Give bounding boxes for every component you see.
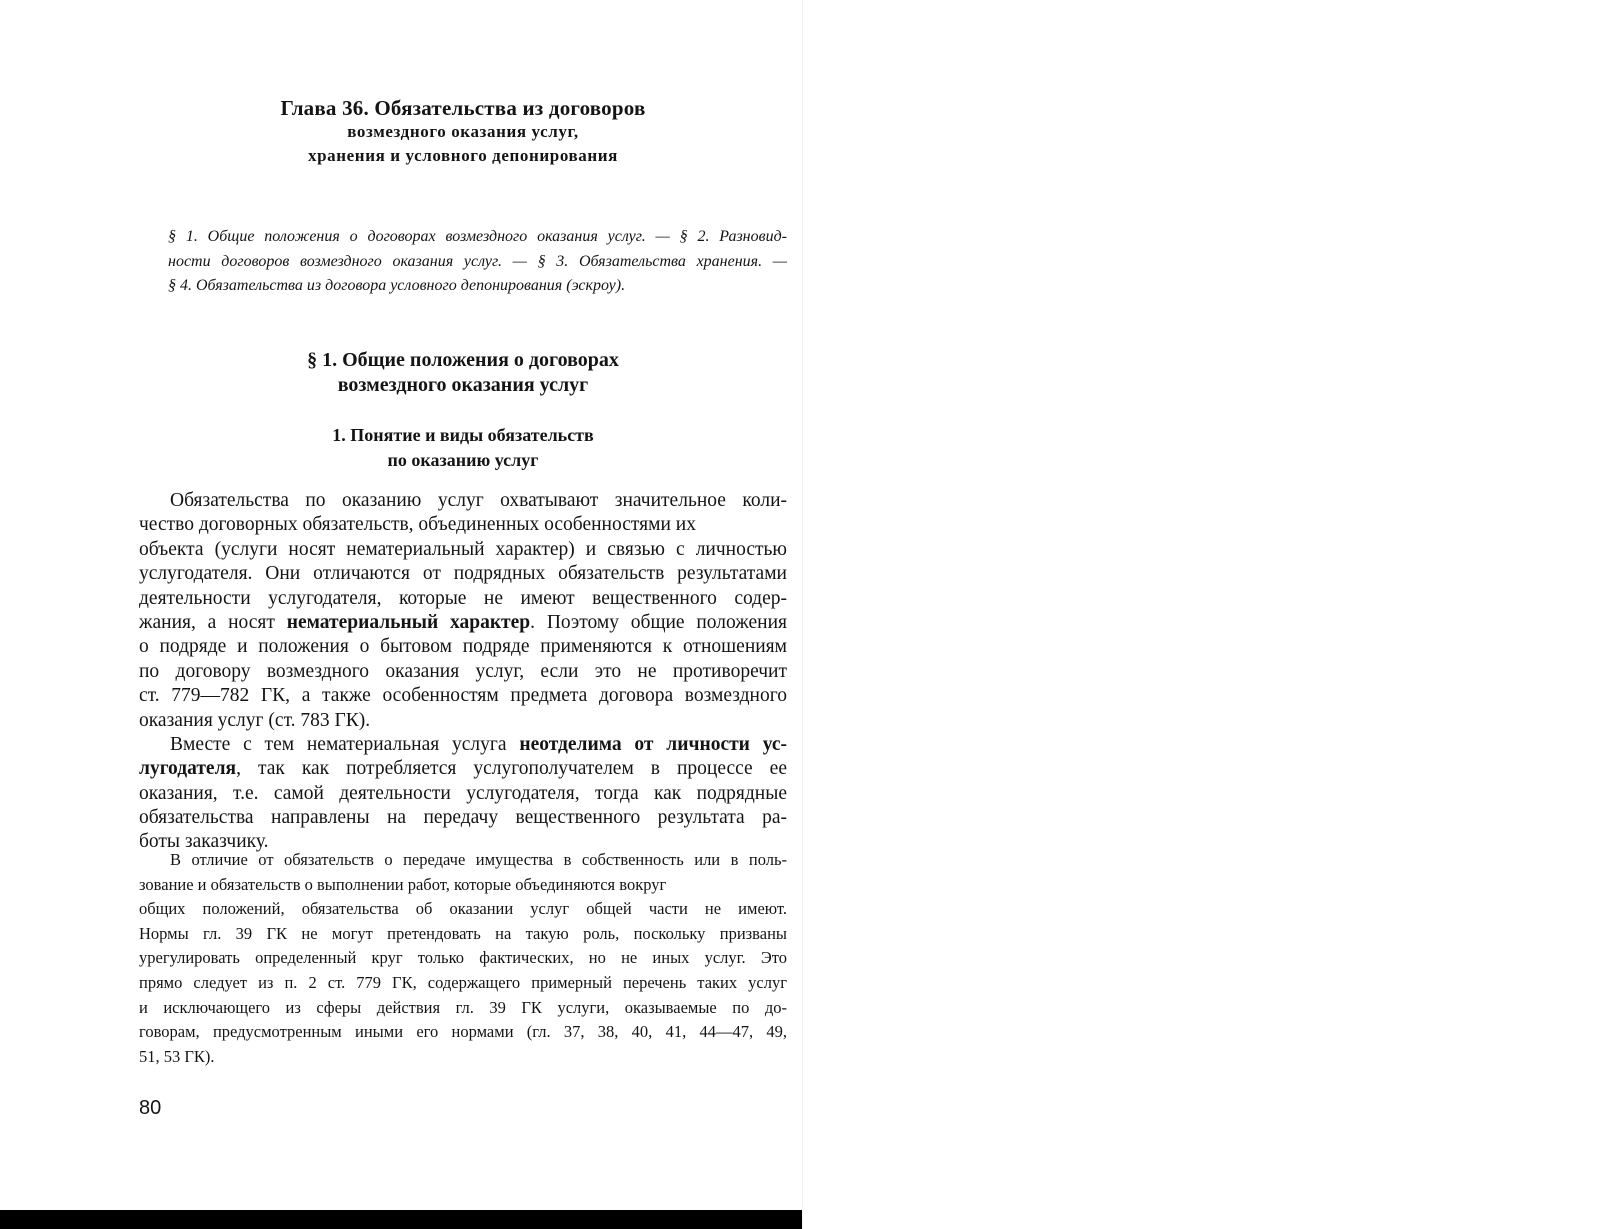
bold-term: неотделима от личности ус- [519, 733, 788, 755]
paragraph-1 [139, 489, 787, 733]
text-run: Вместе с тем нематериальная услуга [170, 733, 520, 755]
section-title-line: § 1. Общие положения о договорах [307, 349, 619, 371]
paragraph-line: урегулировать определенный круг только фактических, но не иных услуг. Это [139, 948, 787, 968]
paragraph-line: по договору возмездного оказания услуг, если это не противоречит [139, 660, 787, 682]
chapter-title [139, 96, 787, 168]
section-title-line: возмездного оказания услуг [337, 374, 589, 396]
chapter-title-line: возмездного оказания услуг, [347, 122, 579, 141]
paragraph-line [139, 733, 787, 757]
bold-term: лугодателя [139, 758, 237, 780]
chapter-title-line: хранения и условного депонирования [308, 146, 618, 165]
paragraph-line: чество договорных обязательств, объединенных особенностями их [139, 514, 696, 536]
paragraph-line: 51, 53 ГК). [139, 1046, 215, 1066]
contents-line: § 1. Общие положения о договорах возмездного оказания услуг. — § 2. Разновид- [168, 228, 787, 245]
paragraph-2 [139, 733, 787, 855]
paragraph-3 [139, 848, 787, 1069]
text-run: . Поэтому общие положения [530, 611, 787, 633]
bold-term: нематериальный характер [286, 611, 531, 633]
text-run: , так как потребляется услугополучателем в процессе ее [236, 758, 787, 780]
paragraph-line: оказания услуг (ст. 783 ГК). [139, 709, 371, 731]
paragraph-line: услугодателя. Они отличаются от подрядных обязательств результатами [139, 563, 787, 585]
paragraph-line: боты заказчику. [139, 831, 269, 853]
chapter-contents [168, 225, 787, 299]
paragraph-line: Нормы гл. 39 ГК не могут претендовать на такую роль, поскольку призваны [139, 923, 787, 943]
paragraph-line: оказания, т.е. самой деятельности услугодателя, тогда как подрядные [139, 782, 787, 804]
paragraph-line: деятельности услугодателя, которые не имеют вещественного содер- [139, 587, 787, 609]
paragraph-line: говорам, предусмотренным иными его нормами (гл. 37, 38, 40, 41, 44—47, 49, [139, 1022, 787, 1042]
paragraph-line: и исключающего из сферы действия гл. 39 ГК услуги, оказываемые по до- [139, 997, 787, 1017]
body-text [139, 489, 787, 855]
contents-line: § 4. Обязательства из договора условного депонирования (эскроу). [168, 277, 626, 295]
paragraph-line: зование и обязательств о выполнении работ, которые объединяются вокруг [139, 874, 667, 894]
paragraph-line: Обязательства по оказанию услуг охватывают значительное коли- [170, 490, 787, 511]
subsection-title [139, 423, 787, 473]
paragraph-line: ст. 779—782 ГК, а также особенностям предмета договора возмездного [139, 685, 787, 707]
page-number: 80 [139, 1097, 162, 1119]
paragraph-line: прямо следует из п. 2 ст. 779 ГК, содержащего примерный перечень таких услуг [139, 972, 787, 992]
paragraph-line: о подряде и положения о бытовом подряде применяются к отношениям [139, 636, 787, 658]
paragraph-line: общих положений, обязательства об оказании услуг общей части не имеют. [139, 899, 787, 919]
paragraph-line [139, 611, 787, 635]
spread-divider [802, 0, 803, 1229]
section-title [139, 348, 787, 398]
paragraph-line: В отличие от обязательств о передаче имущества в собственность или в поль- [170, 850, 787, 869]
subsection-title-line: 1. Понятие и виды обязательств [332, 425, 594, 445]
paragraph-line: объекта (услуги носят нематериальный характер) и связью с личностью [139, 538, 787, 560]
text-run: жания, а носят [139, 611, 287, 633]
scan-edge-bar [0, 1210, 802, 1229]
contents-line: ности договоров возмездного оказания услуг. — § 3. Обязательства хранения. — [168, 252, 787, 270]
subsection-title-line: по оказанию услуг [387, 450, 539, 470]
paragraph-line: обязательства направлены на передачу вещественного результата ра- [139, 807, 787, 829]
chapter-title-line: Глава 36. Обязательства из договоров [280, 96, 646, 120]
paragraph-line [139, 757, 787, 781]
